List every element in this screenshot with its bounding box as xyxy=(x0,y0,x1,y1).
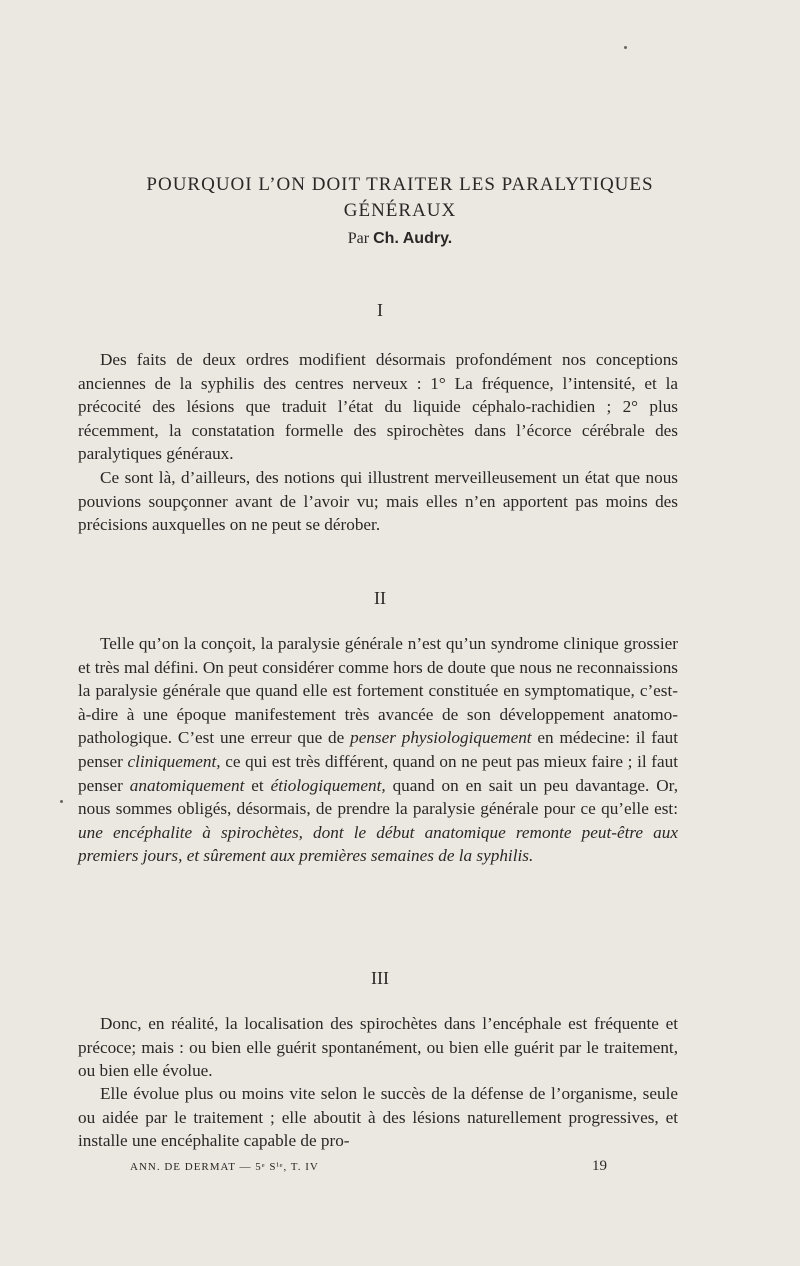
italic-phrase-3: anatomiquement xyxy=(129,775,245,795)
paragraph-text: Donc, en réalité, la localisation des spirochètes dans l’encéphale est fréquente et précoce; mais : ou bien elle guérit spontanément, ou bien elle guérit par le traitement, ou bien elle évolue. xyxy=(78,1014,678,1081)
paragraph-1-2 xyxy=(78,466,678,537)
paragraph-2-1 xyxy=(78,632,678,868)
running-footer: ANN. DE DERMAT — 5ᵉ Sⁱᵉ, T. IV xyxy=(130,1161,319,1173)
italic-phrase-1: penser physiologiquement xyxy=(350,728,532,748)
section-heading-2: II xyxy=(374,588,386,608)
italic-phrase-2: cliniquement, xyxy=(127,751,221,771)
paragraph-text-e: quand on en sait un peu davantage. Or, nous sommes obligés, désormais, de prendre la paralysie générale pour ce qu’elle est: xyxy=(78,775,678,819)
paragraph-text-a: Telle qu’on la conçoit, la paralysie générale n’est qu’un syndrome clinique grossier et très mal défini. On peut considérer comme hors de doute que nous ne reconnaissions la paralysie générale que quand elle est fortement constituée en symptomatique, c’est-à-dire à une époque manifestement très avancée de son développement anatomo-pathologique. C’est une erreur que de xyxy=(78,634,678,748)
paragraph-1-1 xyxy=(78,348,678,466)
paragraph-3-1 xyxy=(78,1012,678,1083)
paragraph-text-c: ce qui est très différent, quand on ne peut pas mieux faire ; il faut penser xyxy=(78,751,679,795)
paragraph-text: Des faits de deux ordres modifient désormais profondément nos conceptions anciennes de la syphilis des centres nerveux : 1° La fréquence, l’intensité, et la précocité des lésions que traduit l’état du liquide céphalo-rachidien ; 2° plus récemment, la constatation formelle des spirochètes dans l’écorce cérébrale des paralytiques généraux. xyxy=(78,350,678,464)
byline-prefix: Par xyxy=(347,230,370,247)
page-number: 19 xyxy=(592,1158,607,1174)
paragraph-text-d: et xyxy=(244,775,271,795)
section-heading-1: I xyxy=(377,300,383,320)
print-speck xyxy=(60,800,63,803)
print-speck xyxy=(624,46,627,49)
author-name: Ch. Audry. xyxy=(373,230,453,247)
paragraph-text: Ce sont là, d’ailleurs, des notions qui illustrent merveilleusement un état que nous pouvions soupçonner avant de l’avoir vu; mais elles n’en apportent pas moins des précisions auxquelles on ne peut se dérober. xyxy=(78,468,678,535)
italic-phrase-4: étiologiquement, xyxy=(270,775,386,795)
paragraph-text-b: en médecine: il faut penser xyxy=(78,728,678,771)
section-heading-3: III xyxy=(371,968,389,988)
paragraph-3-2 xyxy=(78,1082,678,1153)
paragraph-text: Elle évolue plus ou moins vite selon le succès de la défense de l’organisme, seule ou aidée par le traitement ; elle aboutit à des lésions naturellement progressives, et installe une encéphalite capable de pro- xyxy=(78,1084,678,1151)
byline xyxy=(80,230,720,248)
italic-phrase-5: une encéphalite à spirochètes, dont le début anatomique remonte peut-être aux premiers jours, et sûrement aux premières semaines de la syphilis. xyxy=(78,822,678,866)
article-title-line-2: GÉNÉRAUX xyxy=(343,200,457,221)
article-title-line-1: POURQUOI L’ON DOIT TRAITER LES PARALYTIQUES xyxy=(146,174,654,195)
